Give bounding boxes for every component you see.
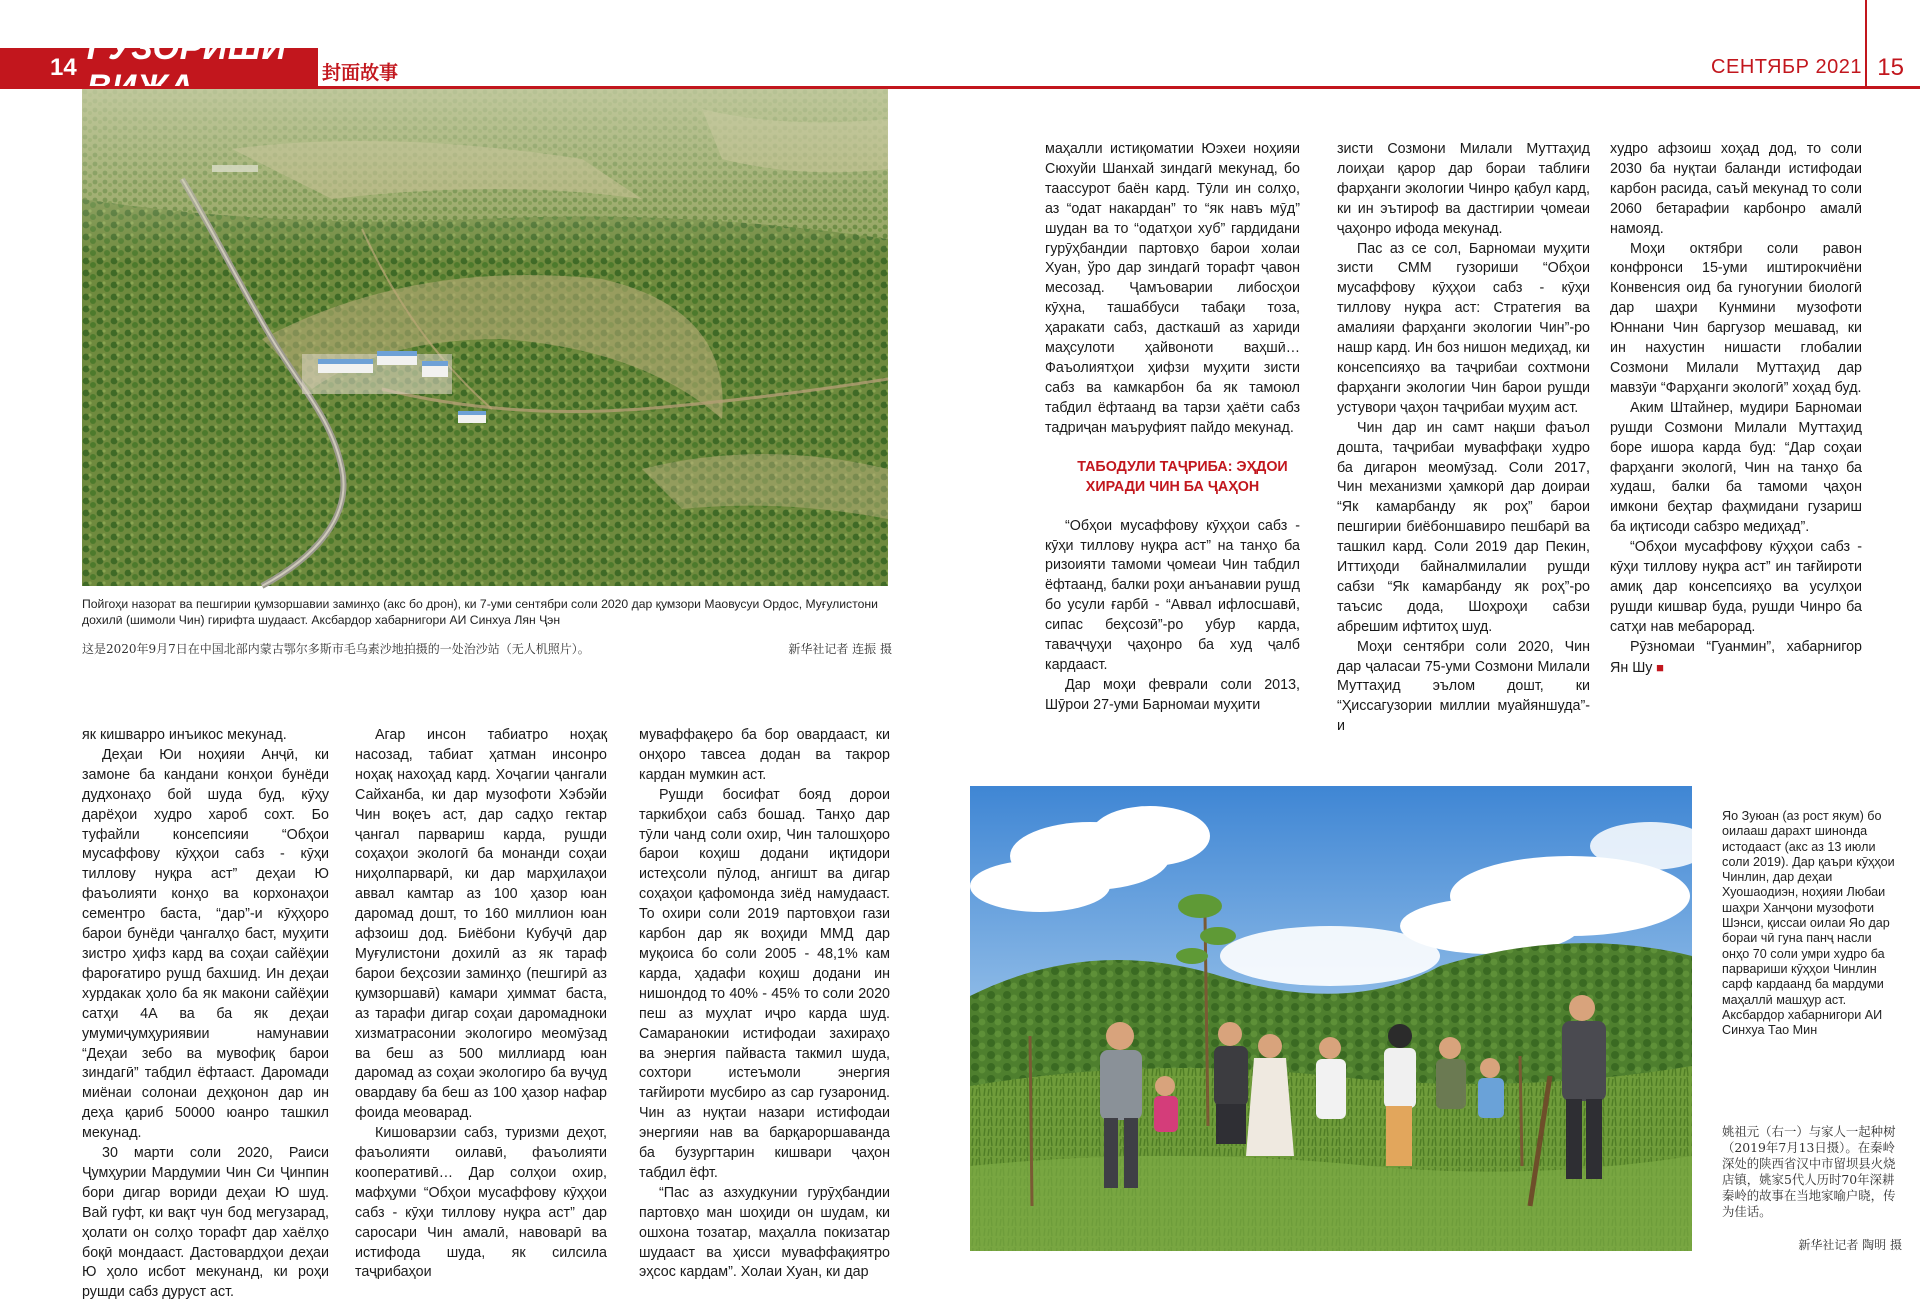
article-paragraph: Рӯзномаи “Гуанмин”, хабарнигор Ян Шу ■ bbox=[1610, 638, 1862, 676]
article-paragraph: “Обҳои мусаффову кӯҳҳои сабз - кӯҳи тиллову нуқра аст” на танҳо ба ризоияти тамоми ҷомеаи Чин табдил ёфтаанд, балки роҳи анъанавии рушд бо усули ғарбӣ - “Аввал ифлосшавӣ, сипас беҳсозӣ”-ро убур карда, таваҷҷуҳи ҷаҳонро ба худ ҷалб кардааст. bbox=[1045, 517, 1300, 673]
tree-planting-photo bbox=[970, 786, 1692, 1251]
section-title: ГУЗОРИШИ bbox=[86, 29, 287, 67]
article-subheading: ТАБОДУЛИ ТАҶРИБА: ЭҲДОИ ХИРАДИ ЧИН БА ҶАҲОН bbox=[1077, 458, 1288, 495]
section-header-bar bbox=[0, 29, 318, 88]
photo2-caption-cn: 姚祖元（右一）与家人一起种树（2019年7月13日摄）。在秦岭深处的陕西省汉中市留坝县火烧店镇，姚家5代人历时70年深耕秦岭的故事在当地家喻户晓，传为佳话。 bbox=[1722, 1124, 1896, 1219]
aerial-forest-photo bbox=[82, 89, 888, 586]
photo2-caption: Яо Зуюан (аз рост якум) бо оилааш дарахт шинонда истодааст (акс аз 13 июли соли 2019). Дар қаъри кӯҳҳои Чинлин, дар деҳаи Хуошаодиэн, ноҳияи Любаи шаҳри Ханҷони музофоти Шэнси, қиссаи оилаи Яо дар бораи чӣ гуна панҷ насли онҳо 70 соли умри худро ба парвариши кӯҳҳои Чинлин сарф кардаанд ба мардуми маҳаллӣ машҳур аст. Аксбардор хабарнигори АИ Синхуа Тао Мин bbox=[1722, 809, 1895, 1038]
article-paragraph: Чин дар ин самт нақши фаъол дошта, таҷрибаи муваффақи худро ба дигарон меомӯзад. Соли 2017, Чин механизми ҳамкорӣ дар доираи “Як камарбанду як роҳ” барои пешгирии биёбоншавиро пешбарӣ ва ташкил кард. Соли 2019 дар Пекин, Иттиҳоди байналмилалии рушди сабзи “Як камарбанду як роҳ”-ро таъсис дода, Шоҳроҳи сабзи абрешим ифтитоҳ шуд. bbox=[1337, 419, 1590, 635]
article-paragraph: як кишварро инъикос мекунад. bbox=[82, 727, 287, 743]
article-column-1 bbox=[82, 726, 329, 1301]
article-paragraph: Моҳи сентябри соли 2020, Чин дар ҷаласаи 75-уми Созмони Милали Муттаҳид эълом дошт, ки “Ҳиссагузории миллии муайяншуда”-и bbox=[1337, 638, 1590, 735]
header-vertical-rule bbox=[1865, 0, 1867, 86]
aerial-forest-illustration bbox=[82, 89, 888, 586]
photo1-credit: 新华社记者 连振 摄 bbox=[788, 642, 892, 656]
article-paragraph: 30 марти соли 2020, Раиси Ҷумҳурии Мардумии Чин Си Ҷинпин бори дигар вориди деҳаи Ю шуд. Вай гуфт, ки вақт чун бод мегузарад, ҳолати он солҳо торафт дар хаёлҳо боқӣ мондааст. Дастовардҳои деҳаи Ю ҳоло исбот мекунанд, ки роҳи рушди сабз дуруст аст. bbox=[82, 1145, 329, 1301]
article-column-2 bbox=[355, 726, 607, 1281]
article-column-3 bbox=[639, 726, 890, 1281]
photo2-credit: 新华社记者 陶明 摄 bbox=[1798, 1238, 1902, 1252]
article-paragraph: “Обҳои мусаффову кӯҳҳои сабз - кӯҳи тиллову нуқра аст” ин тағйироти амиқ дар консепсияҳо ва усулҳои рушди кишвар буда, рушди Чинро ба сатҳи нав мебарорад. bbox=[1610, 539, 1862, 635]
article-paragraph: Пас аз се сол, Барномаи муҳити зисти СММ гузориши “Обҳои мусаффову кӯҳҳои сабз - кӯҳи тиллову нуқра аст: Стратегия ва амалияи фарҳанги экологии Чин”-ро нашр кард. Ин боз нишон медиҳад, ки консепсияҳо ва таҷрибаи сохтмони фарҳанги экологии Чин барои рушди устувори ҷаҳон таҷрибаи муҳим аст. bbox=[1337, 240, 1590, 416]
article-paragraph: худро афзоиш хоҳад дод, то соли 2030 ба нуқтаи баланди истифодаи карбон расида, саъй мекунад то соли 2060 бетарафии карбонро амалӣ намояд. bbox=[1610, 141, 1862, 237]
right-page-number: 15 bbox=[1877, 54, 1904, 81]
article-paragraph: маҳалли истиқоматии Юэхеи ноҳияи Сюхуйи Шанхай зиндагӣ мекунад, бо таассурот баён кард. Тӯли ин солҳо, аз “одат накардан” то “як навъ мӯд” шудан ва то “одатҳои хуб” гардидани гурӯҳбандии партовҳо барои холаи Хуан, ўро дар зиндагӣ торафт ҷавон месозад. Ҷамъоварии либосҳои кӯҳна, ташаббуси табақи тоза, ҳаракати сабз, дасткашӣ аз хариди маҳсулоти ҳайвоноти ваҳшӣ… Фаъолиятҳои ҳифзи муҳити зисти сабз ва камкарбон ба як тамоюл табдил ёфтаанд ва тарзи ҳаёти сабз тадриҷан маъруфият пайдо мекунад. bbox=[1045, 141, 1300, 436]
article-column-6 bbox=[1610, 140, 1862, 700]
article-paragraph: муваффақеро ба бор овардааст, ки онҳоро тавсеа додан ва такрор кардан мумкин аст. bbox=[639, 727, 890, 783]
article-paragraph: зисти Созмони Милали Муттаҳид лоиҳаи қарор дар бораи таблиғи фарҳанги экологии Чинро қабул кард, ки ин эътироф ва дастгирии ҷомеаи ҷаҳонро ифода мекунад. bbox=[1337, 141, 1590, 237]
tree-planting-illustration bbox=[970, 786, 1692, 1251]
left-page-number: 14 bbox=[50, 54, 77, 81]
article-column-5 bbox=[1337, 140, 1590, 735]
article-paragraph: Кишоварзии сабз, туризми деҳот, фаъолияти оилавӣ, фаъолияти кооперативӣ… Дар солҳои охир, мафҳуми “Обҳои мусаффову кӯҳҳои сабз - кӯҳи тиллову нуқра аст” дар саросари Чин амалӣ, навоварӣ ва истифода шуда, як силсила таҷрибаҳои bbox=[355, 1125, 607, 1281]
photo1-caption: Пойгоҳи назорат ва пешгирии қумзоршавии заминҳо (акс бо дрон), ки 7-уми сентябри соли 2020 дар қумзори Маовусуи Ордос, Муғулистони дохилӣ (шимоли Чин) гирифта шудааст. Аксбардор хабарнигори АИ Синхуа Лян Ҷэн bbox=[82, 597, 878, 627]
issue-date: СЕНТЯБР 2021 bbox=[1711, 56, 1862, 78]
article-paragraph: Дар моҳи феврали соли 2013, Шӯрои 27-уми Барномаи муҳити bbox=[1045, 676, 1300, 713]
photo1-caption-cn: 这是2020年9月7日在中国北部内蒙古鄂尔多斯市毛乌素沙地拍摄的一处治沙站（无人机照片）。 bbox=[82, 642, 590, 656]
article-paragraph: Аким Штайнер, мудири Барномаи рушди Созмони Милали Муттаҳид боре ишора карда буд: “Дар соҳаи фарҳанги экологӣ, Чин на танҳо ба худаш, балки ба тамоми ҷаҳон имкони беҳтар фаҳмидани гузариш ба иқтисоди сабзро медиҳад”. bbox=[1610, 399, 1862, 536]
article-paragraph: “Пас аз азхудкунии гурӯҳбандии партовҳо ман шоҳиди он шудам, ки ошхона тозатар, маҳалла покизатар шудааст ва ҳисси муваффақиятро эҳсос кардам”. Холаи Хуан, ки дар bbox=[639, 1184, 890, 1281]
article-paragraph: Рушди босифат бояд дорои таркибҳои сабз бошад. Танҳо дар тӯли чанд соли охир, Чин талошҳоро барои коҳиш додани иқтидори истеҳсоли пӯлод, ангишт ва дигар соҳаҳои қафомонда зиёд намудааст. То охири соли 2019 партовҳои гази карбон дар як воҳиди ММД дар муқоиса бо соли 2005 - 48,1% кам карда, ҳадафи коҳиш додани ин нишондод то 40% - 45% то соли 2020 пеш аз муҳлат иҷро карда шуд. Самаранокии истифодаи захираҳо ва энергия пайваста такмил шуда, сохтори истеъмоли энергия тағйироти мусбиро аз сар гузаронид. Чин аз нуқтаи назари истифодаи энергияи нав ва барқароршаванда ба бузургтарин кишвари ҷаҳон табдил ёфт. bbox=[639, 786, 890, 1181]
article-column-4 bbox=[1045, 140, 1300, 713]
section-title-cn: 封面故事 bbox=[322, 62, 399, 84]
article-paragraph: Моҳи октябри соли равон конфронси 15-уми иштирокчиёни Конвенсия оид ба гуногунии биологӣ дар шаҳри Кунмини музофоти Юннани Чин баргузор мешавад, ки ин нахустин нишасти глобалии Созмони Милали Муттаҳид дар мавзӯи “Фарҳанги экологӣ” хоҳад буд. bbox=[1610, 240, 1862, 396]
article-paragraph: Деҳаи Юи ноҳияи Анҷӣ, ки замоне ба кандани конҳои бунёди дудхонаҳо бой шуда буд, кӯҳу дарёҳои худро хароб сохт. Бо туфайли консепсияи “Обҳои мусаффову кӯҳҳои сабз - кӯҳи тиллову нуқра аст” деҳаи Ю фаъолияти конҳо ва корхонаҳои сементро баста, “дар”-и кӯҳҳоро барои бунёди ҷангалҳо баст, муҳити зистро ҳифз кард ва соҳаи сайёҳии фароғатиро рушд бахшид. Ин деҳаи хурдакак ҳоло ба як макони сайёҳии сатҳи 4А ва ба як деҳаи умумиҷумҳуриявии намунавии “Деҳаи зебо ва мувофиқ барои зиндагӣ” табдил ёфтааст. Даромади миёнаи солонаи деҳқонон дар ин деҳа қариб 50000 юанро ташкил мекунад. bbox=[82, 746, 329, 1142]
article-paragraph: Агар инсон табиатро ноҳақ насозад, табиат ҳатман инсонро ноҳақ нахоҳад кард. Хоҷагии ҷангали Сайханба, ки дар музофоти Хэбэйи Чин воқеъ аст, дар садҳо гектар ҷангал парвариш карда, рушди соҳаҳои экологӣ ба монанди соҳаи ниҳолпарварӣ, ки дар марҳилаҳои аввал камтар аз 100 ҳазор юан даромад дошт, то 160 миллион юан афзоиш дод. Биёбони Кубуҷӣ дар Муғулистони дохилӣ аз як тараф барои беҳсозии заминҳо (пешгирӣ аз қумзоршавӣ) камари ҳиммат баста, аз тарафи дигар соҳаи даромадноки хизматрасонии экологиро меомӯзад ва беш аз 500 миллиард юан даромад аз соҳаи экологиро ба вуҷуд овардаву ба беш аз 100 ҳазор нафар фоида меоварад. bbox=[355, 727, 607, 1122]
end-of-article-mark: ■ bbox=[1652, 659, 1664, 675]
